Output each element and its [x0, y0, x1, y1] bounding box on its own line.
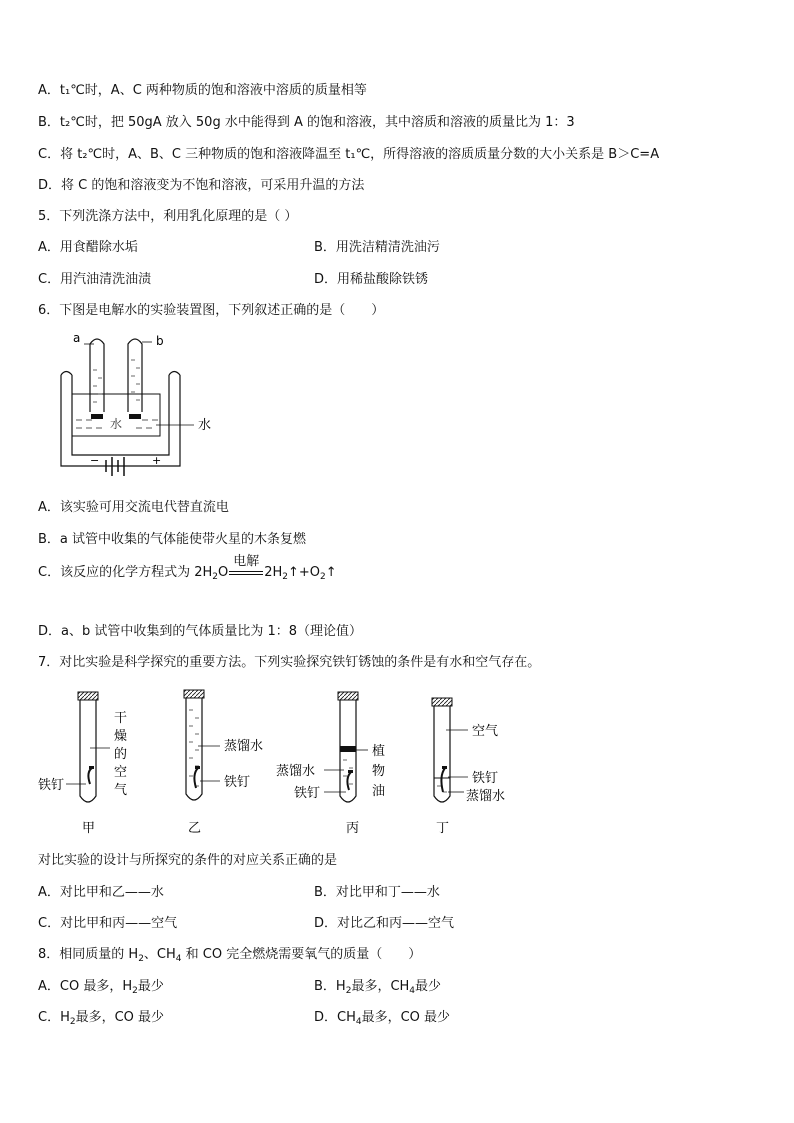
- jia-air-1: 干: [114, 711, 128, 726]
- jia-air-5: 气: [114, 783, 128, 798]
- bing-name: 丙: [346, 821, 360, 836]
- iron-nail-rust-figure: [36, 688, 526, 838]
- bing-oil-2: 物: [372, 764, 386, 779]
- q6-option-b: B．a 试管中收集的气体能使带火星的木条复燃: [38, 532, 307, 547]
- label-plus: +: [152, 454, 162, 467]
- q8-option-b: B．$H_2$最多，$CH_4$最少: [314, 979, 442, 996]
- q6-option-c-prefix: C．该反应的化学方程式为 2H: [38, 565, 213, 580]
- q5-option-b: B．用洗洁精清洗油污: [314, 240, 440, 255]
- q6-option-c: C．该反应的化学方程式为 $2H_2O$ 电解 $2H_2↑+O_2↑$: [38, 554, 337, 582]
- q7-option-a: A．对比甲和乙——水: [38, 885, 164, 900]
- q5-stem: 5．下列洗涤方法中，利用乳化原理的是（ ）: [38, 209, 298, 224]
- label-b: b: [156, 334, 164, 348]
- jia-nail-label: 铁钉: [38, 778, 65, 793]
- q5-option-c: C．用汽油清洗油渍: [38, 272, 152, 287]
- electrolysis-condition: 电解: [228, 565, 264, 580]
- electrolysis-figure: [56, 330, 226, 486]
- q5-option-d: D．用稀盐酸除铁锈: [314, 272, 429, 287]
- q4-option-d: D．将 C 的饱和溶液变为不饱和溶液，可采用升温的方法: [38, 178, 365, 193]
- q8-option-c: C．$H_2$最多，CO 最少: [38, 1010, 165, 1027]
- q8-option-d: D．$CH_4$最多，CO 最少: [314, 1010, 451, 1027]
- q6-stem: 6．下图是电解水的实验装置图，下列叙述正确的是（ ）: [38, 303, 385, 318]
- q8-option-a: A．CO 最多，$H_2$最少: [38, 979, 164, 996]
- label-minus: −: [90, 454, 100, 467]
- label-water-inner: 水: [110, 417, 123, 431]
- yi-water-label: 蒸馏水: [224, 739, 264, 754]
- jia-air-2: 燥: [114, 729, 128, 744]
- q5-option-a: A．用食醋除水垢: [38, 240, 138, 255]
- jia-name: 甲: [82, 821, 96, 836]
- label-a: a: [73, 331, 81, 345]
- bing-oil-3: 油: [372, 784, 386, 799]
- ding-name: 丁: [436, 821, 450, 836]
- bing-water-label: 蒸馏水: [276, 764, 316, 779]
- bing-nail-label: 铁钉: [294, 786, 321, 801]
- q6-option-a: A．该实验可用交流电代替直流电: [38, 500, 229, 515]
- q7-question: 对比实验的设计与所探究的条件的对应关系正确的是: [38, 853, 338, 868]
- q7-stem: 7．对比实验是科学探究的重要方法。下列实验探究铁钉锈蚀的条件是有水和空气存在。: [38, 655, 541, 670]
- jia-air-4: 空: [114, 765, 128, 780]
- yi-nail-label: 铁钉: [224, 775, 251, 790]
- label-water: 水: [198, 418, 212, 433]
- q4-option-c: C．将 t₂℃时，A、B、C 三种物质的饱和溶液降温至 t₁℃，所得溶液的溶质质量分数的大小关系是 B＞C=A: [38, 147, 660, 162]
- q7-option-c: C．对比甲和丙——空气: [38, 916, 178, 931]
- jia-air-3: 的: [114, 747, 128, 762]
- q7-option-b: B．对比甲和丁——水: [314, 885, 440, 900]
- ding-air-label: 空气: [472, 724, 499, 739]
- q8-stem: 8．相同质量的 $H_2$、$CH_4$ 和 CO 完全燃烧需要氧气的质量（ ）: [38, 947, 422, 964]
- q4-option-b: B．t₂℃时，把 50gA 放入 50g 水中能得到 A 的饱和溶液，其中溶质和溶液的质量比为 1：3: [38, 115, 575, 130]
- ding-water-label: 蒸馏水: [466, 789, 506, 804]
- q4-option-a: A．t₁℃时，A、C 两种物质的饱和溶液中溶质的质量相等: [38, 83, 367, 98]
- yi-name: 乙: [188, 821, 202, 836]
- ding-nail-label: 铁钉: [472, 771, 499, 786]
- q7-option-d: D．对比乙和丙——空气: [314, 916, 455, 931]
- q6-option-d: D．a、b 试管中收集到的气体质量比为 1：8（理论值）: [38, 624, 363, 639]
- bing-oil-1: 植: [372, 744, 386, 759]
